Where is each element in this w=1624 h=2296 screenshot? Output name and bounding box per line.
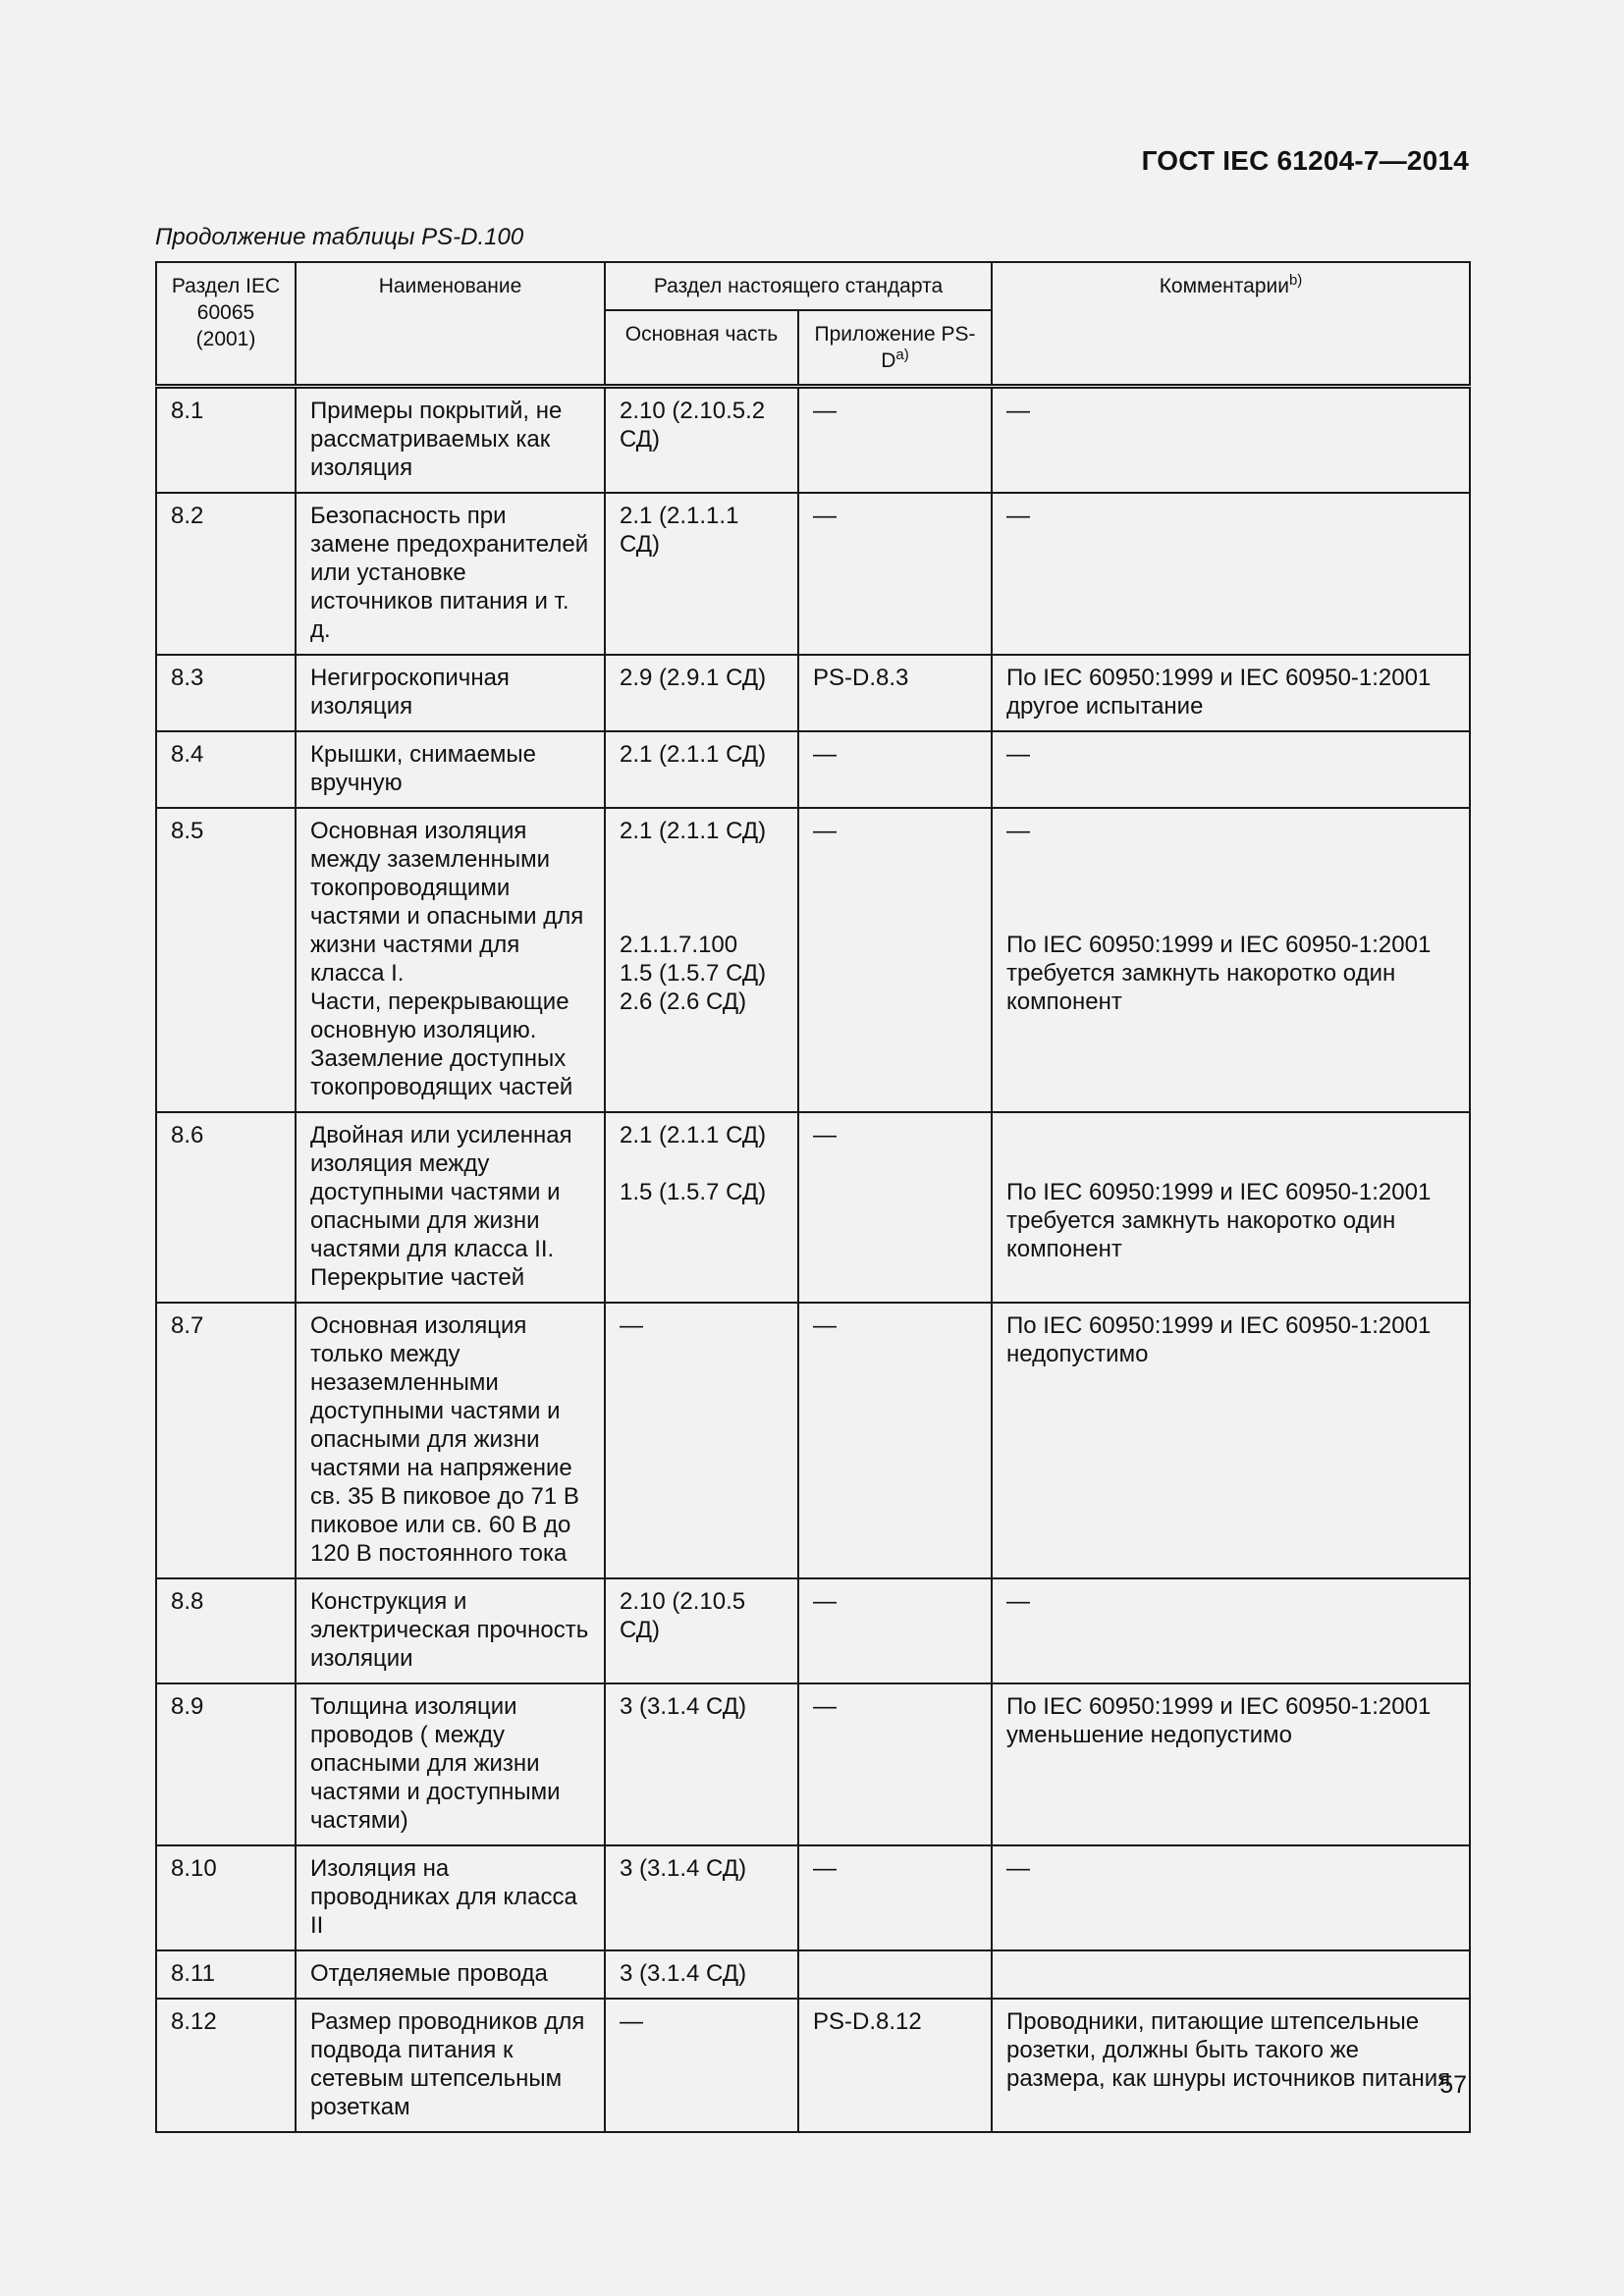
cell-appendix: — [798,731,992,808]
table-row [156,1683,1470,1845]
cell-name: Конструкция и электрическая прочность изоляции [296,1578,605,1683]
cell-name: Изоляция на проводниках для класса II [296,1845,605,1950]
cell-section: 8.7 [156,1303,296,1578]
table-row [156,731,1470,808]
cell-comment: Проводники, питающие штепсельные розетки, должны быть такого же размера, как шнуры источников питания [992,1999,1470,2132]
cell-comment: — [992,1845,1470,1950]
cell-appendix: — [798,1578,992,1683]
cell-comment: — [992,731,1470,808]
header-standard-section: Раздел настоящего стандарта [605,262,992,310]
cell-section: 8.5 [156,808,296,1112]
cell-name: Безопасность при замене предохранителей или установке источников питания и т. д. [296,493,605,655]
table-row [156,387,1470,494]
cell-name: Толщина изоляции проводов ( между опасными для жизни частями и доступными частями) [296,1683,605,1845]
cell-appendix: — [798,387,992,494]
cell-section: 8.1 [156,387,296,494]
cell-comment [992,1112,1470,1303]
cell-comment: По IEC 60950:1999 и IEC 60950-1:2001 недопустимо [992,1303,1470,1578]
cell-appendix: PS-D.8.3 [798,655,992,731]
table-row [156,1303,1470,1578]
cell-name [296,808,605,1112]
header-comments-label: Комментарии [1159,275,1289,297]
cell-comment-part-b: По IEC 60950:1999 и IEC 60950-1:2001 требуется замкнуть накоротко один компонент [1006,932,1432,1015]
table-row [156,1950,1470,1999]
header-comments [992,262,1470,387]
cell-main-part: 2.10 (2.10.5 СД) [605,1578,798,1683]
cell-name-part-b: Части, перекрывающие основную изоляцию. Заземление доступных токопроводящих частей [310,988,573,1100]
cell-section: 8.2 [156,493,296,655]
cell-main-part-a: 2.1 (2.1.1 СД) [620,818,767,844]
cell-name: Примеры покрытий, не рассматриваемых как изоляция [296,387,605,494]
cell-comment: — [992,387,1470,494]
cell-name-part-a: Основная изоляция между заземленными токопроводящими частями и опасными для жизни частями для класса I. [310,818,584,987]
table-row [156,1578,1470,1683]
table-row [156,655,1470,731]
header-section: Раздел IEC 60065 (2001) [156,262,296,387]
comparison-table [155,261,1471,2133]
document-code: ГОСТ IEC 61204-7—2014 [1141,145,1469,176]
cell-main-part: 3 (3.1.4 СД) [605,1950,798,1999]
cell-main-part [605,1112,798,1303]
cell-appendix: — [798,1303,992,1578]
cell-appendix: — [798,1112,992,1303]
cell-name: Негигроскопичная изоляция [296,655,605,731]
cell-main-part: — [605,1999,798,2132]
cell-name: Основная изоляция только между незаземленными доступными частями и опасными для жизни частями на напряжение св. 35 В пиковое до 71 В пиковое или св. 60 В до 120 В постоянного тока [296,1303,605,1578]
cell-section: 8.8 [156,1578,296,1683]
cell-name: Размер проводников для подвода питания к сетевым штепсельным розеткам [296,1999,605,2132]
cell-comment-text: По IEC 60950:1999 и IEC 60950-1:2001 требуется замкнуть накоротко один компонент [1006,1179,1432,1262]
cell-appendix: — [798,1845,992,1950]
cell-section: 8.6 [156,1112,296,1303]
cell-comment: По IEC 60950:1999 и IEC 60950-1:2001 уменьшение недопустимо [992,1683,1470,1845]
cell-name: Двойная или усиленная изоляция между доступными частями и опасными для жизни частями для класса II. Перекрытие частей [296,1112,605,1303]
cell-appendix: — [798,493,992,655]
page-number: 57 [1439,2071,1467,2099]
cell-section: 8.12 [156,1999,296,2132]
cell-comment [992,808,1470,1112]
table-row [156,1112,1470,1303]
header-appendix-label: Приложение PS-D [814,323,976,372]
header-comments-footnote: b) [1288,272,1303,289]
header-appendix [798,310,992,387]
header-appendix-footnote: a) [895,347,909,363]
cell-main-part-b: 1.5 (1.5.7 СД) [620,1179,767,1205]
cell-main-part: 2.10 (2.10.5.2 СД) [605,387,798,494]
header-name: Наименование [296,262,605,387]
cell-comment: — [992,493,1470,655]
table-caption: Продолжение таблицы PS-D.100 [155,224,524,250]
cell-main-part-a: 2.1 (2.1.1 СД) [620,1122,767,1148]
cell-main-part: 2.1 (2.1.1.1 СД) [605,493,798,655]
table-row [156,808,1470,1112]
cell-appendix: — [798,808,992,1112]
cell-main-part: 3 (3.1.4 СД) [605,1683,798,1845]
cell-comment: По IEC 60950:1999 и IEC 60950-1:2001 другое испытание [992,655,1470,731]
cell-main-part: 2.9 (2.9.1 СД) [605,655,798,731]
table-row [156,1845,1470,1950]
cell-section: 8.3 [156,655,296,731]
cell-appendix: — [798,1683,992,1845]
table-row [156,493,1470,655]
cell-name: Отделяемые провода [296,1950,605,1999]
cell-comment-part-a: — [1006,818,1031,844]
cell-comment: — [992,1578,1470,1683]
cell-section: 8.4 [156,731,296,808]
cell-main-part [605,808,798,1112]
table-row [156,1999,1470,2132]
cell-comment [992,1950,1470,1999]
cell-appendix: PS-D.8.12 [798,1999,992,2132]
cell-appendix [798,1950,992,1999]
cell-main-part-b: 2.1.1.7.100 1.5 (1.5.7 СД) 2.6 (2.6 СД) [620,932,767,1015]
cell-section: 8.10 [156,1845,296,1950]
cell-section: 8.9 [156,1683,296,1845]
cell-main-part: 2.1 (2.1.1 СД) [605,731,798,808]
cell-main-part: — [605,1303,798,1578]
header-main-part: Основная часть [605,310,798,387]
cell-name: Крышки, снимаемые вручную [296,731,605,808]
cell-main-part: 3 (3.1.4 СД) [605,1845,798,1950]
cell-section: 8.11 [156,1950,296,1999]
